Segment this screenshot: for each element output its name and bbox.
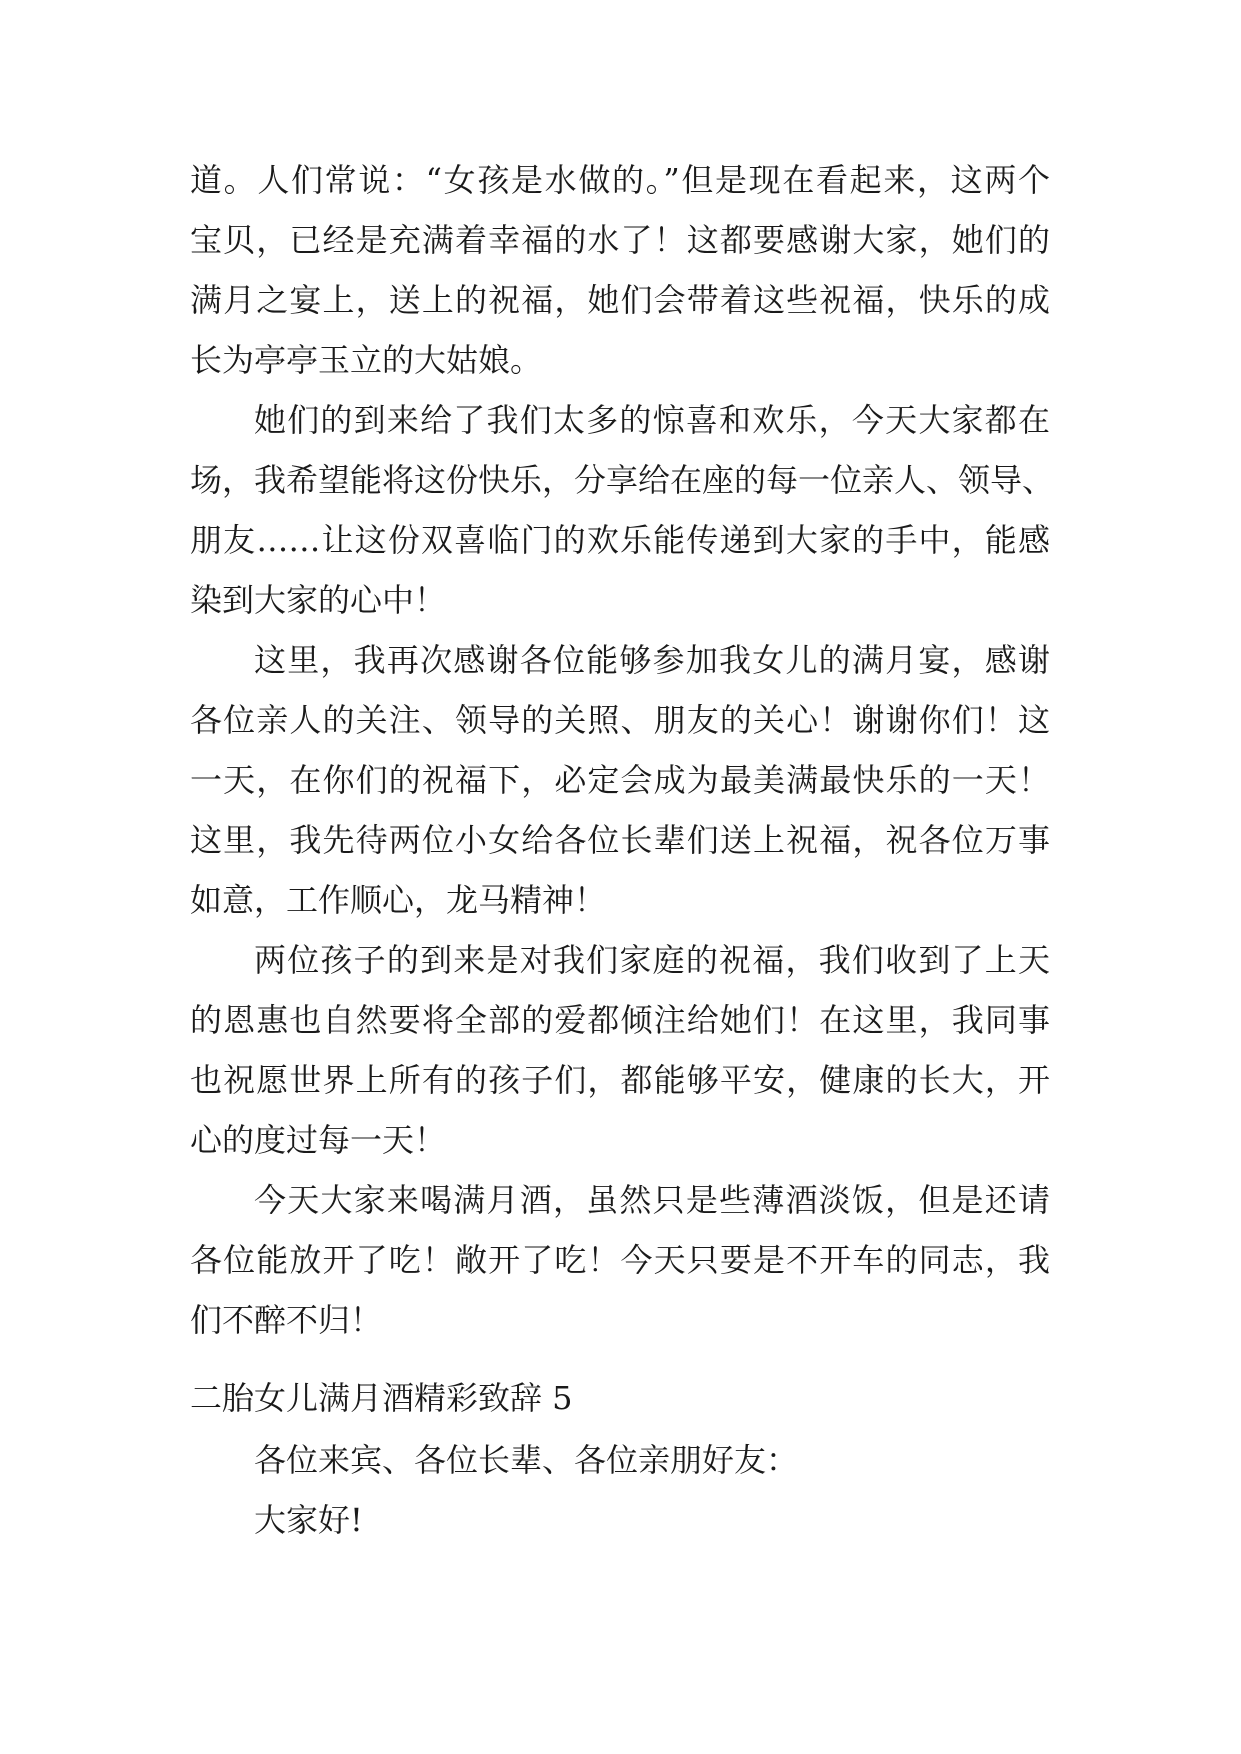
paragraph-line: 一天，在你们的祝福下，必定会成为最美满最快乐的一天！	[190, 761, 1050, 799]
paragraph-line: 朋友……让这份双喜临门的欢乐能传递到大家的手中，能感	[190, 521, 1050, 559]
paragraph-line: 的恩惠也自然要将全部的爱都倾注给她们！在这里，我同事	[190, 1001, 1050, 1039]
paragraph-2	[190, 390, 1055, 630]
paragraph-1	[190, 150, 1050, 390]
paragraph-line: 也祝愿世界上所有的孩子们，都能够平安，健康的长大，开	[190, 1061, 1050, 1099]
paragraph-line: 如意，工作顺心，龙马精神！	[190, 881, 607, 919]
paragraph-line: 满月之宴上，送上的祝福，她们会带着这些祝福，快乐的成	[190, 281, 1050, 319]
paragraph-line: 染到大家的心中！	[190, 581, 447, 619]
paragraph-line: 今天大家来喝满月酒，虽然只是些薄酒淡饭，但是还请	[254, 1181, 1050, 1219]
paragraph-line: 长为亭亭玉立的大姑娘。	[190, 341, 543, 379]
paragraph-line: 这里，我先待两位小女给各位长辈们送上祝福，祝各位万事	[190, 821, 1050, 859]
paragraph-line: 各位能放开了吃！敞开了吃！今天只要是不开车的同志，我	[190, 1241, 1050, 1279]
paragraph-line: 两位孩子的到来是对我们家庭的祝福，我们收到了上天	[254, 941, 1050, 979]
paragraph-line: 场，我希望能将这份快乐，分享给在座的每一位亲人、领导、	[190, 461, 1055, 499]
paragraph-5	[190, 1170, 1050, 1350]
salutation-line: 大家好!	[254, 1501, 363, 1539]
section-heading: 二胎女儿满月酒精彩致辞 5	[190, 1379, 573, 1417]
paragraph-line: 她们的到来给了我们太多的惊喜和欢乐，今天大家都在	[254, 401, 1050, 439]
paragraph-line: 道。人们常说：“女孩是水做的。”但是现在看起来，这两个	[190, 161, 1050, 199]
paragraph-line: 们不醉不归！	[190, 1301, 383, 1339]
paragraph-line: 宝贝，已经是充满着幸福的水了！这都要感谢大家，她们的	[190, 221, 1050, 259]
paragraph-4	[190, 930, 1050, 1170]
paragraph-line: 各位亲人的关注、领导的关照、朋友的关心！谢谢你们！这	[190, 701, 1050, 739]
paragraph-3	[190, 630, 1050, 930]
paragraph-line: 心的度过每一天！	[190, 1121, 447, 1159]
greeting-line: 各位来宾、各位长辈、各位亲朋好友：	[254, 1441, 799, 1479]
paragraph-line: 这里，我再次感谢各位能够参加我女儿的满月宴，感谢	[254, 641, 1050, 679]
